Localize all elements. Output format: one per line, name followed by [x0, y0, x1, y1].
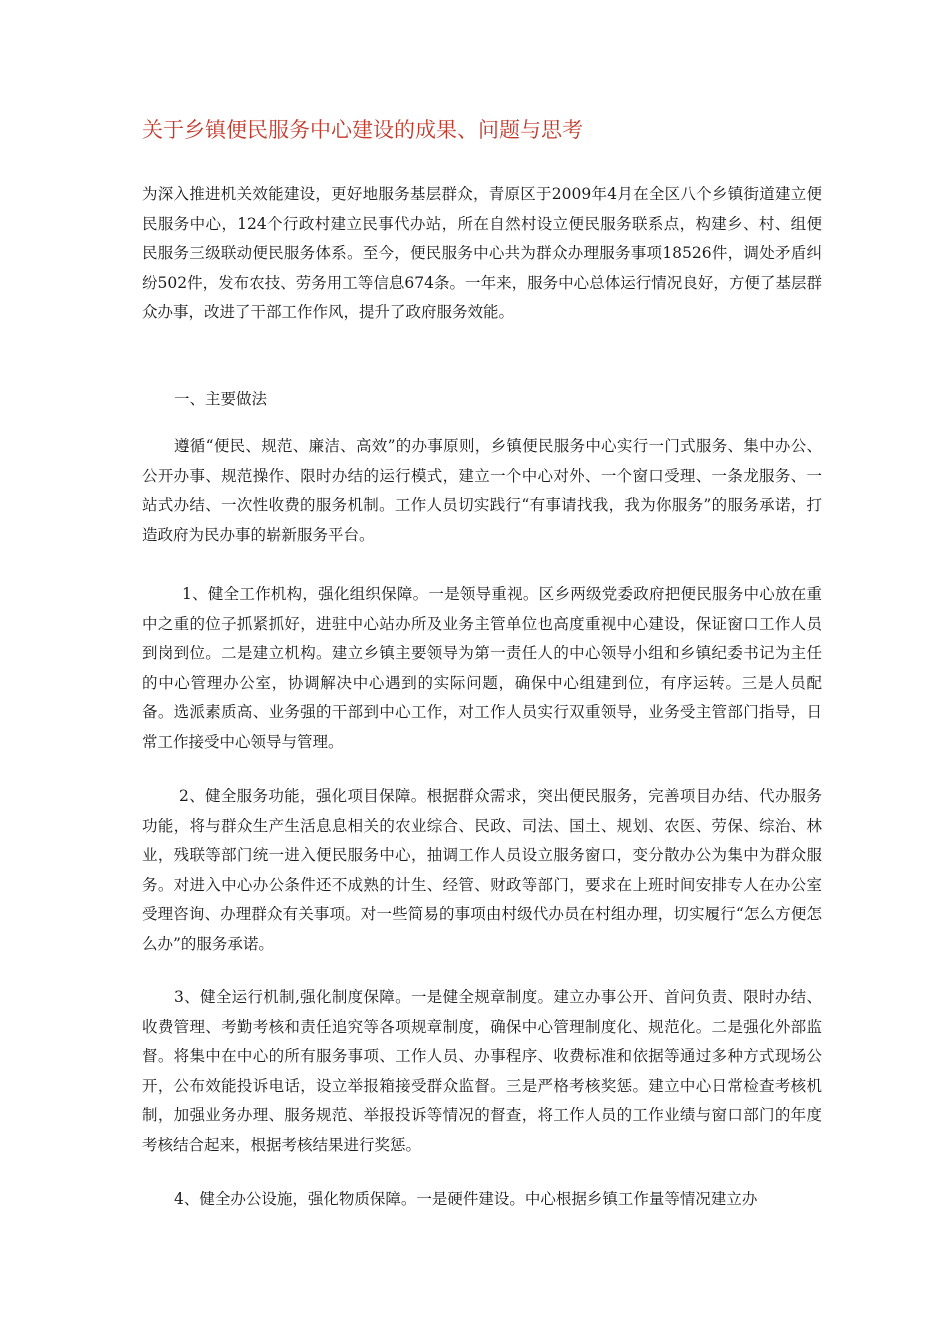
item-4-paragraph: 4、健全办公设施，强化物质保障。一是硬件建设。中心根据乡镇工作量等情况建立办 [174, 1190, 758, 1208]
principles-paragraph: 遵循“便民、规范、廉洁、高效”的办事原则，乡镇便民服务中心实行一门式服务、集中办公、公开办事、规范操作、限时办结的运行模式，建立一个中心对外、一个窗口受理、一条龙服务、一站式办结、一次性收费的服务机制。工作人员切实践行“有事请找我，我为你服务”的服务承诺，打造政府为民办事的崭新服务平台。 [142, 437, 822, 544]
document-title: 关于乡镇便民服务中心建设的成果、问题与思考 [142, 118, 583, 142]
section-heading-main-practices: 一、主要做法 [174, 390, 268, 408]
intro-paragraph: 为深入推进机关效能建设，更好地服务基层群众，青原区于2009年4月在全区八个乡镇街道建立便民服务中心，124个行政村建立民事代办站，所在自然村设立便民服务联系点，构建乡、村、组便民服务三级联动便民服务体系。至今，便民服务中心共为群众办理服务事项18526件，调处矛盾纠纷502件，发布农技、劳务用工等信息674条。一年来，服务中心总体运行情况良好，方便了基层群众办事，改进了干部工作作风，提升了政府服务效能。 [142, 185, 822, 322]
item-2-paragraph: 2、健全服务功能，强化项目保障。根据群众需求，突出便民服务，完善项目办结、代办服务功能，将与群众生产生活息息相关的农业综合、民政、司法、国土、规划、农医、劳保、综治、林业，残联等部门统一进入便民服务中心，抽调工作人员设立服务窗口，变分散办公为集中为群众服务。对进入中心办公条件还不成熟的计生、经管、财政等部门，要求在上班时间安排专人在办公室受理咨询、办理群众有关事项。对一些简易的事项由村级代办员在村组办理，切实履行“怎么方便怎么办”的服务承诺。 [142, 787, 822, 953]
item-3-paragraph: 3、健全运行机制,强化制度保障。一是健全规章制度。建立办事公开、首问负责、限时办结、收费管理、考勤考核和责任追究等各项规章制度，确保中心管理制度化、规范化。二是强化外部监督。将集中在中心的所有服务事项、工作人员、办事程序、收费标准和依据等通过多种方式现场公开，公布效能投诉电话，设立举报箱接受群众监督。三是严格考核奖惩。建立中心日常检查考核机制，加强业务办理、服务规范、举报投诉等情况的督查，将工作人员的工作业绩与窗口部门的年度考核结合起来，根据考核结果进行奖惩。 [142, 988, 822, 1154]
item-1-paragraph: 1、健全工作机构，强化组织保障。一是领导重视。区乡两级党委政府把便民服务中心放在重中之重的位子抓紧抓好，进驻中心站办所及业务主管单位也高度重视中心建设，保证窗口工作人员到岗到位。二是建立机构。建立乡镇主要领导为第一责任人的中心领导小组和乡镇纪委书记为主任的中心管理办公室，协调解决中心遇到的实际问题，确保中心组建到位，有序运转。三是人员配备。选派素质高、业务强的干部到中心工作，对工作人员实行双重领导，业务受主管部门指导，日常工作接受中心领导与管理。 [142, 585, 822, 751]
